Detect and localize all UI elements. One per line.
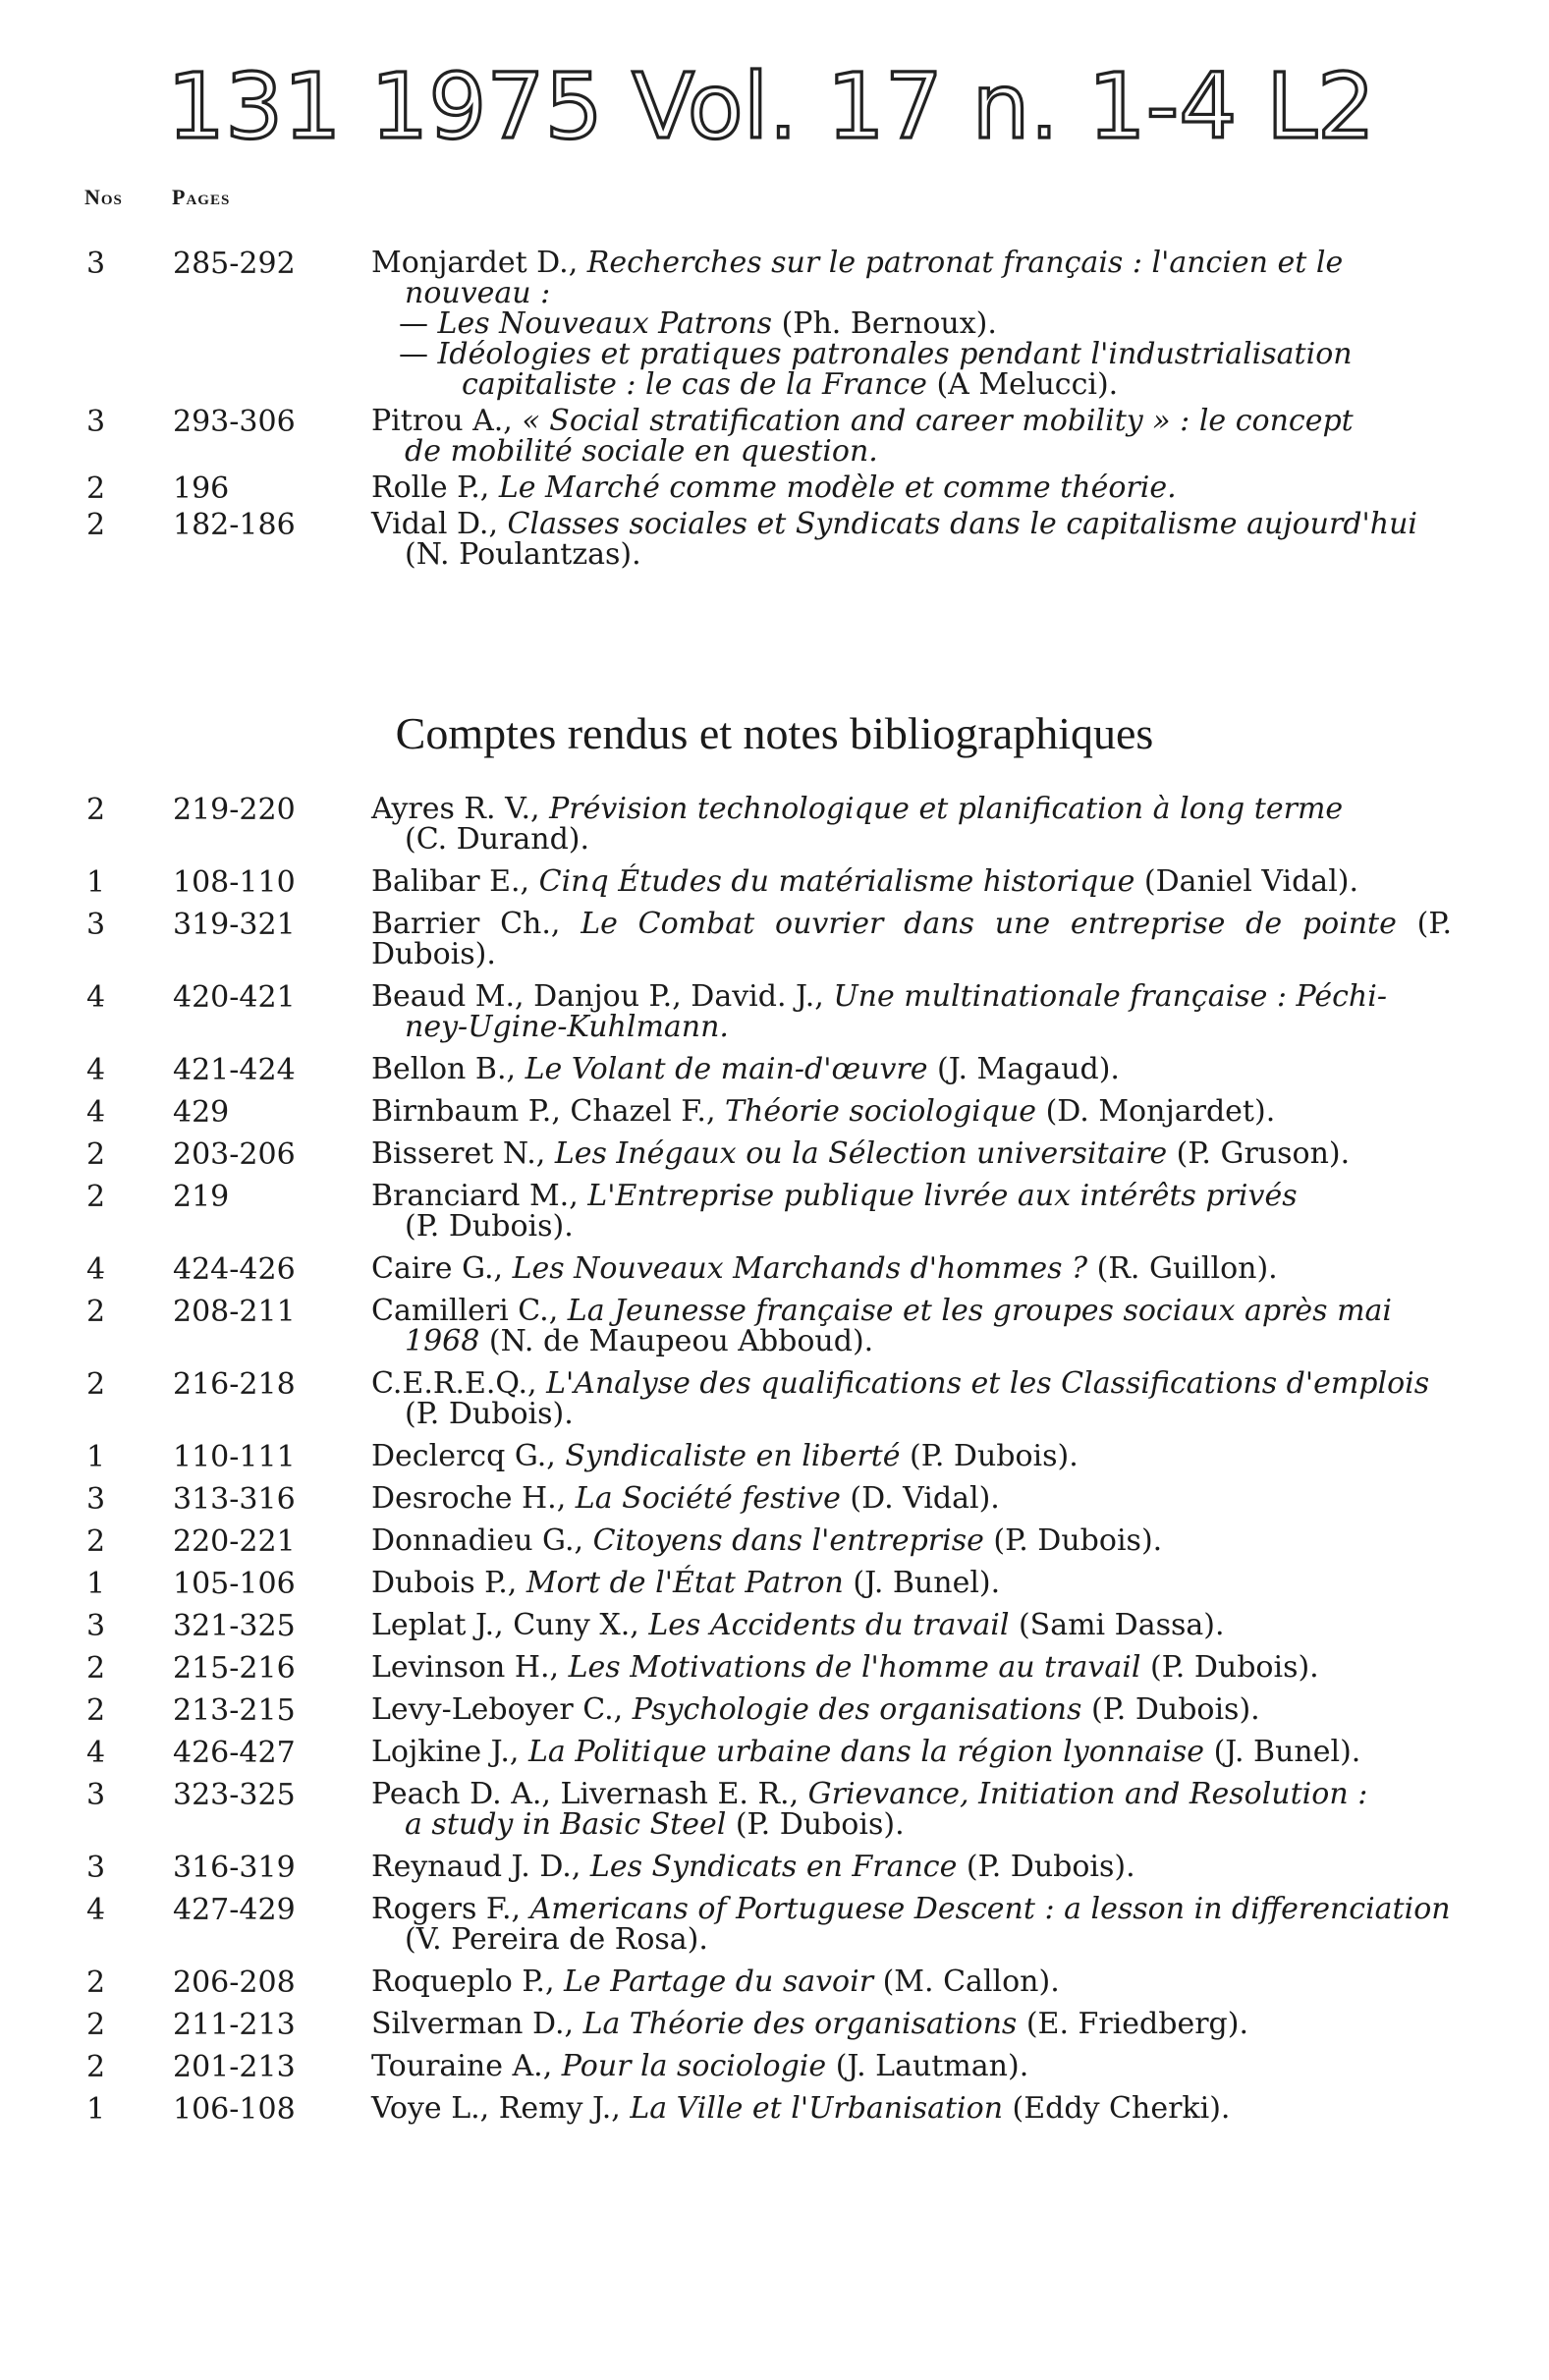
page-range: 201-213 [173,2050,296,2084]
list-item [0,1136,1549,1172]
reviewer-name: (N. de Maupeou Abboud). [479,1324,874,1358]
entry-line [371,2093,1452,2124]
author-name: Declercq G., [371,1439,566,1473]
entry-line [371,278,1452,308]
list-item [0,1779,1549,1840]
author-name: C.E.R.E.Q., [371,1366,547,1401]
reviewer-name: (M. Callon). [873,1965,1060,1999]
work-title: Le Combat ouvrier dans une entreprise de pointe [581,907,1397,941]
work-title: Pour la sociologie [561,2049,827,2083]
list-item [0,794,1549,855]
entry-text [371,472,1452,503]
author-name: Rolle P., [371,470,499,505]
page-range: 219-220 [173,793,296,827]
reviewer-name: (J. Magaud). [927,1052,1120,1086]
author-name: Leplat J., Cuny X., [371,1608,649,1642]
work-title: « Social stratification and career mobility » : le concept [522,404,1354,438]
entry-text [371,1966,1452,1997]
list-item [0,509,1549,570]
list-item [0,1965,1549,2000]
issue-number: 3 [86,405,106,439]
list-item [0,1439,1549,1474]
column-header-pages: Pages [172,185,231,209]
reviewer-name: (P. Dubois). [1081,1692,1260,1727]
work-title: Grievance, Initiation and Resolution : [807,1777,1368,1811]
work-title: Syndicaliste en liberté [565,1439,901,1473]
page-range: 215-216 [173,1651,296,1686]
entry-text [371,1096,1452,1127]
work-title: Les Nouveaux Marchands d'hommes ? [512,1251,1088,1286]
entry-line [371,248,1452,278]
entry-line [371,1296,1452,1326]
entry-line [371,866,1452,897]
issue-number: 2 [86,1137,106,1172]
entry-line [371,1652,1452,1683]
author-name: (C. Durand). [405,822,590,857]
reviewer-name: (P. Dubois). [957,1850,1135,1884]
entry-text [371,1368,1452,1429]
entry-text [371,909,1452,969]
work-title: La Ville et l'Urbanisation [630,2091,1004,2126]
list-item [0,1692,1549,1728]
section-title: Comptes rendus et notes bibliographiques [395,708,1154,758]
list-item [0,2049,1549,2084]
issue-number: 2 [86,1651,106,1686]
entry-line [371,2051,1452,2081]
author-name: Barrier Ch., [371,907,581,941]
reviewer-name: (R. Guillon). [1087,1251,1278,1286]
list-item [0,1894,1549,1955]
entry-line [371,369,1452,400]
list-item [0,1251,1549,1287]
entry-line [371,1054,1452,1084]
page-range: 211-213 [173,2008,296,2042]
author-name: Caire G., [371,1251,513,1286]
page-range: 105-106 [173,1567,296,1601]
issue-number: 1 [86,1440,106,1474]
page-range: 213-215 [173,1693,296,1728]
reviewer-name: (J. Bunel). [843,1566,1001,1600]
work-title: La Théorie des organisations [582,2007,1018,2041]
issue-number: 3 [86,908,106,942]
page-range: 426-427 [173,1736,296,1770]
work-title: Les Motivations de l'homme au travail [568,1650,1141,1685]
entry-line [371,1181,1452,1211]
page-range: 208-211 [173,1295,296,1329]
issue-number: 2 [86,1693,106,1728]
issue-number: 1 [86,1567,106,1601]
work-title: Les Inégaux ou la Sélection universitaire [554,1136,1168,1171]
entry-text [371,2051,1452,2081]
issue-number: 3 [86,1609,106,1643]
work-title: Une multinationale française : Péchi- [833,979,1387,1014]
entry-line [371,909,1452,969]
list-item [0,248,1549,400]
entry-text [371,1525,1452,1556]
issue-number: 1 [86,865,106,900]
reviewer-name: (P. Dubois). [371,907,1452,971]
entry-line [371,1096,1452,1127]
author-name: Dubois P., [371,1566,526,1600]
reviewer-name: (D. Vidal). [840,1481,1000,1516]
handwritten-header-text: 131 1975 Vol. 17 n. 1-4 L2 [167,54,1375,159]
work-title: La Jeunesse française et les groupes sociaux après mai [567,1294,1393,1328]
page-range: 424-426 [173,1252,296,1287]
list-item [0,2091,1549,2127]
list-item [0,1094,1549,1130]
entry-text [371,1483,1452,1514]
issue-number: 2 [86,1965,106,2000]
page-range: 421-424 [173,1053,296,1087]
author-name: Roqueplo P., [371,1965,565,1999]
list-item [0,1608,1549,1643]
entry-text [371,509,1452,570]
entry-line [371,1779,1452,1809]
page-range: 323-325 [173,1778,296,1812]
page-range: 313-316 [173,1482,296,1517]
list-item [0,2007,1549,2042]
entry-line [371,339,1452,369]
page-range: 216-218 [173,1367,296,1402]
author-name: Peach D. A., Livernash E. R., [371,1777,808,1811]
list-item [0,1566,1549,1601]
author-name: Levinson H., [371,1650,569,1685]
entry-line [371,2009,1452,2039]
author-name: Bellon B., [371,1052,526,1086]
entry-line [371,1737,1452,1767]
page-range: 319-321 [173,908,296,942]
reviewer-name: (P. Dubois). [726,1807,905,1842]
page-range: 196 [173,471,230,506]
list-item [0,864,1549,900]
reviewer-name: (Daniel Vidal). [1134,864,1359,899]
entry-line [371,472,1452,503]
page-range: 420-421 [173,980,296,1015]
issue-number: 2 [86,2008,106,2042]
author-name: — [399,337,438,371]
work-title: Les Accidents du travail [648,1608,1010,1642]
work-title: Les Syndicats en France [589,1850,958,1884]
reviewer-name: (P. Dubois). [1140,1650,1319,1685]
author-name: Camilleri C., [371,1294,568,1328]
entry-line [371,1894,1452,1924]
issue-number: 1 [86,2092,106,2127]
work-title: Psychologie des organisations [632,1692,1082,1727]
author-name: Bisseret N., [371,1136,555,1171]
work-title: Les Nouveaux Patrons [437,306,773,341]
list-item [0,909,1549,969]
reviewer-name: (Sami Dassa). [1009,1608,1225,1642]
entry-line [371,1399,1452,1429]
author-name: Lojkine J., [371,1735,528,1769]
work-title: Mort de l'État Patron [526,1566,844,1600]
entry-text [371,1694,1452,1725]
author-name: Reynaud J. D., [371,1850,590,1884]
entry-text [371,1568,1452,1598]
work-title: Prévision technologique et planification à long terme [549,792,1344,826]
entry-text [371,2009,1452,2039]
reviewer-name: (J. Bunel). [1204,1735,1361,1769]
entry-line [371,1138,1452,1169]
work-title: L'Analyse des qualifications et les Classifications d'emplois [546,1366,1430,1401]
issue-number: 4 [86,1095,106,1130]
author-name: Silverman D., [371,2007,583,2041]
work-title: Idéologies et pratiques patronales pendant l'industrialisation [437,337,1353,371]
issue-number: 3 [86,247,106,281]
work-title: Americans of Portuguese Descent : a lesson in differenciation [529,1892,1451,1926]
entry-line [371,794,1452,824]
reviewer-name: (E. Friedberg). [1017,2007,1248,2041]
reviewer-name: (P. Gruson). [1167,1136,1351,1171]
entry-text [371,248,1452,400]
work-title: Théorie sociologique [725,1094,1037,1129]
work-title: Citoyens dans l'entreprise [592,1523,984,1558]
list-item [0,470,1549,506]
entry-text [371,1138,1452,1169]
reviewer-name: (D. Monjardet). [1036,1094,1276,1129]
list-item [0,406,1549,467]
work-title: ney-Ugine-Kuhlmann. [405,1010,729,1044]
issue-number: 2 [86,1367,106,1402]
author-name: Ayres R. V., [371,792,550,826]
entry-line [371,1211,1452,1242]
reviewer-name: (A Melucci). [926,367,1119,402]
entry-text [371,981,1452,1042]
entry-line [371,1852,1452,1882]
page-range: 206-208 [173,1965,296,2000]
reviewer-name: (J. Lautman). [826,2049,1029,2083]
list-item [0,1850,1549,1885]
issue-number: 3 [86,1482,106,1517]
entry-text [371,1441,1452,1471]
entry-line [371,406,1452,436]
author-name: (P. Dubois). [405,1397,574,1431]
issue-number: 4 [86,1893,106,1927]
work-title: de mobilité sociale en question. [405,434,878,469]
list-item [0,1052,1549,1087]
issue-number: 4 [86,1252,106,1287]
work-title: Recherches sur le patronat français : l'ancien et le [586,246,1344,280]
page-range: 427-429 [173,1893,296,1927]
entry-text [371,794,1452,855]
page-range: 108-110 [173,865,296,900]
reviewer-name: (Eddy Cherki). [1003,2091,1231,2126]
entry-line [371,824,1452,855]
page-range: 110-111 [173,1440,296,1474]
entry-line [371,1012,1452,1042]
work-title: Le Partage du savoir [564,1965,874,1999]
issue-number: 2 [86,508,106,542]
entry-line [371,436,1452,467]
issue-number: 2 [86,1180,106,1214]
work-title: 1968 [405,1324,480,1358]
author-name: — [399,306,438,341]
entry-text [371,1852,1452,1882]
entry-line [371,1253,1452,1284]
page-range: 203-206 [173,1137,296,1172]
issue-number: 4 [86,1736,106,1770]
entry-text [371,1253,1452,1284]
author-name: Branciard M., [371,1179,588,1213]
issue-number: 4 [86,980,106,1015]
entry-text [371,1181,1452,1242]
handwritten-annotation [0,0,1549,177]
reviewer-name: (P. Dubois). [983,1523,1163,1558]
reviewer-name: (P. Dubois). [900,1439,1079,1473]
column-header-number: Nos [84,185,123,209]
work-title: La Politique urbaine dans la région lyonnaise [527,1735,1205,1769]
work-title: Cinq Études du matérialisme historique [538,864,1135,899]
reviewer-name: (Ph. Bernoux). [772,306,997,341]
entry-text [371,1779,1452,1840]
page-range: 321-325 [173,1609,296,1643]
work-title: Le Volant de main-d'œuvre [525,1052,928,1086]
page-range: 429 [173,1095,230,1130]
work-title: a study in Basic Steel [405,1807,727,1842]
author-name: Beaud M., Danjou P., David. J., [371,979,834,1014]
author-name: Pitrou A., [371,404,523,438]
entry-line [371,1966,1452,1997]
issue-number: 2 [86,1295,106,1329]
issue-number: 4 [86,1053,106,1087]
list-item [0,1650,1549,1686]
work-title: L'Entreprise publique livrée aux intérêts privés [587,1179,1298,1213]
author-name: (P. Dubois). [405,1209,574,1244]
list-item [0,1735,1549,1770]
author-name: Touraine A., [371,2049,562,2083]
issue-number: 3 [86,1778,106,1812]
work-title: Le Marché comme modèle et comme théorie. [498,470,1177,505]
entry-line [371,509,1452,539]
entry-text [371,1296,1452,1356]
author-name: (V. Pereira de Rosa). [405,1922,708,1957]
entry-line [371,1326,1452,1356]
author-name: Vidal D., [371,507,508,541]
entry-line [371,539,1452,570]
entry-line [371,308,1452,339]
issue-number: 2 [86,793,106,827]
articles-list [0,248,1549,576]
page-range: 182-186 [173,508,296,542]
author-name: Balibar E., [371,864,539,899]
list-item [0,981,1549,1042]
entry-line [371,1610,1452,1640]
work-title: nouveau : [405,276,551,310]
page-range: 219 [173,1180,230,1214]
entry-line [371,1525,1452,1556]
author-name: Voye L., Remy J., [371,2091,631,2126]
author-name: Monjardet D., [371,246,587,280]
author-name: Donnadieu G., [371,1523,593,1558]
entry-line [371,1368,1452,1399]
list-item [0,1368,1549,1429]
entry-text [371,1737,1452,1767]
entry-text [371,866,1452,897]
entry-line [371,1568,1452,1598]
issue-number: 3 [86,1851,106,1885]
author-name: (N. Poulantzas). [405,537,641,572]
author-name: Birnbaum P., Chazel F., [371,1094,726,1129]
author-name: Levy-Leboyer C., [371,1692,633,1727]
issue-number: 2 [86,1524,106,1559]
entry-text [371,1652,1452,1683]
entry-text [371,1894,1452,1955]
list-item [0,1523,1549,1559]
reviews-list [0,794,1549,2135]
list-item [0,1296,1549,1356]
author-name: Rogers F., [371,1892,530,1926]
entry-line [371,1809,1452,1840]
work-title: capitaliste : le cas de la France [462,367,927,402]
page-range: 285-292 [173,247,296,281]
author-name: Desroche H., [371,1481,576,1516]
work-title: Classes sociales et Syndicats dans le capitalisme aujourd'hui [507,507,1418,541]
entry-text [371,2093,1452,2124]
entry-text [371,1610,1452,1640]
entry-line [371,981,1452,1012]
page-range: 106-108 [173,2092,296,2127]
entry-line [371,1694,1452,1725]
entry-line [371,1441,1452,1471]
entry-line [371,1483,1452,1514]
page-range: 220-221 [173,1524,296,1559]
work-title: La Société festive [575,1481,841,1516]
entry-text [371,406,1452,467]
entry-text [371,1054,1452,1084]
page-range: 316-319 [173,1851,296,1885]
entry-line [371,1924,1452,1955]
issue-number: 2 [86,2050,106,2084]
list-item [0,1181,1549,1242]
issue-number: 2 [86,471,106,506]
page-range: 293-306 [173,405,296,439]
list-item [0,1481,1549,1517]
